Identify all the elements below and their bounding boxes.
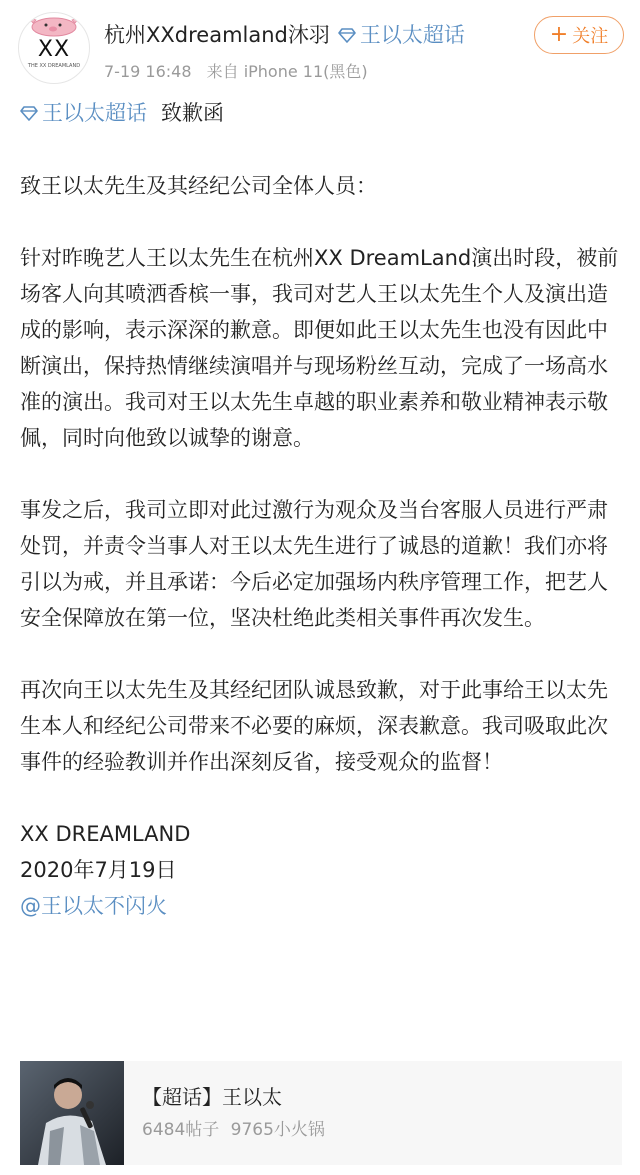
letter-signature: XX DREAMLAND xyxy=(20,822,191,846)
post-count: 6484帖子 xyxy=(142,1120,220,1140)
post-title: 致歉函 xyxy=(161,101,224,125)
topic-row xyxy=(20,97,224,129)
username[interactable]: 杭州XXdreamland沐羽 xyxy=(104,23,330,47)
post-body xyxy=(20,168,622,924)
performer-image xyxy=(20,1061,124,1165)
diamond-icon xyxy=(338,26,356,44)
letter-date: 2020年7月19日 xyxy=(20,858,177,882)
topic-chaohua-label: 王以太超话 xyxy=(42,101,147,125)
user-mention-link[interactable]: @王以太不闪火 xyxy=(20,894,167,918)
chaohua-card-title: 【超话】王以太 xyxy=(142,1085,282,1109)
avatar[interactable] xyxy=(18,12,90,84)
performer-thumbnail xyxy=(20,1061,124,1165)
diamond-icon xyxy=(20,104,38,122)
avatar-logo-subtext: THE XX DREAMLAND xyxy=(27,63,81,69)
letter-paragraph-2: 事发之后，我司立即对此过激行为观众及当台客服人员进行严肃处罚，并责令当事人对王以太先生进行了诚恳的道歉！我们亦将引以为戒，并且承诺：今后必定加强场内秩序管理工作，把艺人安全保障放在第一位，坚决杜绝此类相关事件再次发生。 xyxy=(20,498,608,630)
post-meta xyxy=(104,60,368,84)
chaohua-card-info xyxy=(142,1082,325,1144)
letter-salutation: 致王以太先生及其经纪公司全体人员： xyxy=(20,174,377,198)
topic-chaohua-link[interactable] xyxy=(20,97,147,129)
fan-count: 9765小火锅 xyxy=(230,1120,325,1140)
post-header xyxy=(0,0,640,90)
follow-button[interactable] xyxy=(534,16,624,54)
follow-button-label: 关注 xyxy=(572,26,609,47)
plus-icon: + xyxy=(549,22,569,47)
avatar-logo-text: XX xyxy=(37,37,71,62)
chaohua-card-stats xyxy=(142,1116,325,1144)
letter-paragraph-3: 再次向王以太先生及其经纪团队诚恳致歉，对于此事给王以太先生本人和经纪公司带来不必要的麻烦，深表歉意。我司吸取此次事件的经验教训并作出深刻反省，接受观众的监督！ xyxy=(20,678,608,774)
timestamp: 7-19 16:48 xyxy=(104,62,192,81)
name-row xyxy=(104,18,465,52)
chaohua-link[interactable] xyxy=(338,18,465,52)
post-source: 来自 iPhone 11(黑色) xyxy=(206,62,368,81)
chaohua-card[interactable] xyxy=(20,1061,622,1165)
chaohua-link-label: 王以太超话 xyxy=(359,23,465,47)
letter-paragraph-1: 针对昨晚艺人王以太先生在杭州XX DreamLand演出时段，被前场客人向其喷洒香槟一事，我司对艺人王以太先生个人及演出造成的影响，表示深深的歉意。即便如此王以太先生也没有因此中断演出，保持热情继续演唱并与现场粉丝互动，完成了一场高水准的演出。我司对王以太先生卓越的职业素养和敬业精神表示敬佩，同时向他致以诚挚的谢意。 xyxy=(20,246,619,450)
